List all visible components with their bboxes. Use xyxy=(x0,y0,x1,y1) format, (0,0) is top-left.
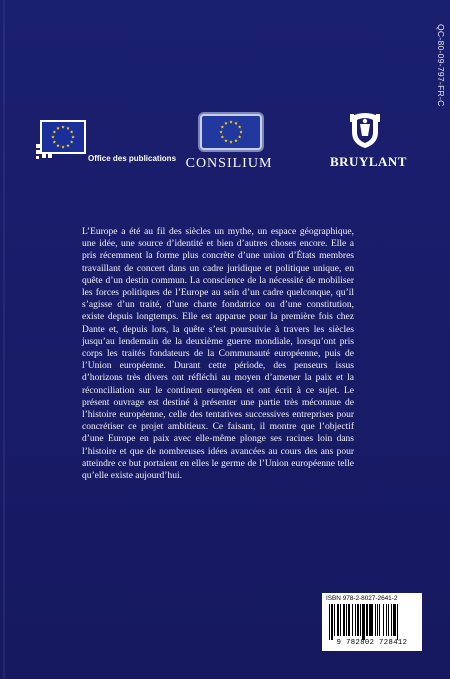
barcode-bar xyxy=(386,604,387,636)
eu-stars-icon xyxy=(202,116,260,148)
star-icon xyxy=(221,125,224,128)
barcode-bars xyxy=(329,604,417,638)
consilium-logo xyxy=(184,110,274,172)
star-icon xyxy=(56,144,59,147)
star-icon xyxy=(229,140,232,143)
office-publications-label: Office des publications xyxy=(88,154,177,163)
spine-code: QC-80-09-797-FR-C xyxy=(436,24,446,107)
barcode-bar xyxy=(348,604,350,636)
star-icon xyxy=(234,122,237,125)
barcode-bar xyxy=(352,604,353,636)
star-icon xyxy=(238,125,241,128)
isbn-label: ISBN 978-2-8027-2641-2 xyxy=(326,595,398,602)
barcode-bar xyxy=(397,604,398,640)
barcode-bar xyxy=(379,604,380,636)
barcode-bar xyxy=(377,604,379,636)
office-publications-logo xyxy=(36,116,177,163)
barcode-bar xyxy=(329,604,330,640)
star-icon xyxy=(224,139,227,142)
star-icon xyxy=(234,139,237,142)
barcode-bar xyxy=(340,604,341,636)
star-icon xyxy=(61,125,64,128)
spine-edge xyxy=(3,0,5,679)
barcode-bar xyxy=(366,604,368,636)
eu-stars-icon xyxy=(42,122,84,152)
barcode-bar xyxy=(331,604,333,640)
council-emblem-icon xyxy=(194,110,264,150)
star-icon xyxy=(219,130,222,133)
barcode xyxy=(322,593,422,651)
barcode-bar xyxy=(388,604,390,636)
barcode-bar xyxy=(337,604,339,636)
barcode-bar xyxy=(369,604,370,636)
barcode-bar xyxy=(370,604,373,636)
star-icon xyxy=(53,140,56,143)
bruylant-label: BRUYLANT xyxy=(330,154,407,169)
star-icon xyxy=(224,122,227,125)
star-icon xyxy=(221,135,224,138)
star-icon xyxy=(71,135,74,138)
bruylant-crest-icon xyxy=(348,110,382,150)
barcode-bar xyxy=(393,604,396,636)
barcode-bar xyxy=(375,604,376,636)
star-icon xyxy=(61,145,64,148)
star-icon xyxy=(56,127,59,130)
star-icon xyxy=(70,140,73,143)
barcode-bar xyxy=(346,604,347,636)
barcode-bar xyxy=(343,604,346,636)
star-icon xyxy=(66,144,69,147)
barcode-bar xyxy=(355,604,356,636)
barcode-bar xyxy=(391,604,392,636)
barcode-bar xyxy=(334,604,335,636)
eu-flag-icon xyxy=(36,116,86,160)
star-icon xyxy=(51,135,54,138)
star-icon xyxy=(53,130,56,133)
ean-digits: 9 782802 728412 xyxy=(336,639,408,647)
barcode-bar xyxy=(357,604,359,636)
back-cover-blurb: L’Europe a été au fil des siècles un mythe, un espace géographique, une idée, une source d’identité et bien d’autres choses encore. Elle a pris récemment la forme plus concrète d’une union d’États membres travaillant de concert dans un cadre juridique et politique unique, en quête d’un destin commun. La conscience de la nécessité de mobiliser les forces politiques de l’Europe au sein d’un cadre quelconque, qu’il s’agisse d’un traité, d’une charte fondatrice ou d’une constitution, existe depuis longtemps. Elle est apparue pour la première fois chez Dante et, depuis lors, la quête s’est poursuivie à travers les siècles jusqu’au lendemain de la deuxième guerre mondiale, lorsqu’ont pris corps les traités fondateurs de la Communauté européenne, puis de l’Union européenne. Durant cette période, des penseurs issus d’horizons très divers ont réfléchi au moyen d’amener la paix et la réconciliation sur le continent européen et ont écrit à ce sujet. Le présent ouvrage est destiné à présenter une partie très méconnue de l’histoire européenne, celle des tentatives successives entreprises pour concrétiser ce projet ambitieux. Ce faisant, il montre que l’objectif d’une Europe en paix avec elle-même plonge ses racines loin dans l’histoire et que de nombreuses idées avancées au cours des ans pour atteindre ce but portaient en elles le germe de l’Union européenne telle qu’elle existe aujourd’hui. xyxy=(82,227,354,482)
barcode-bar xyxy=(360,604,361,636)
star-icon xyxy=(66,127,69,130)
star-icon xyxy=(229,120,232,123)
star-icon xyxy=(239,130,242,133)
star-icon xyxy=(238,135,241,138)
consilium-label: CONSILIUM xyxy=(185,156,273,171)
bruylant-logo xyxy=(330,110,407,170)
star-icon xyxy=(70,130,73,133)
barcode-bar xyxy=(362,604,365,640)
barcode-bar xyxy=(383,604,384,636)
